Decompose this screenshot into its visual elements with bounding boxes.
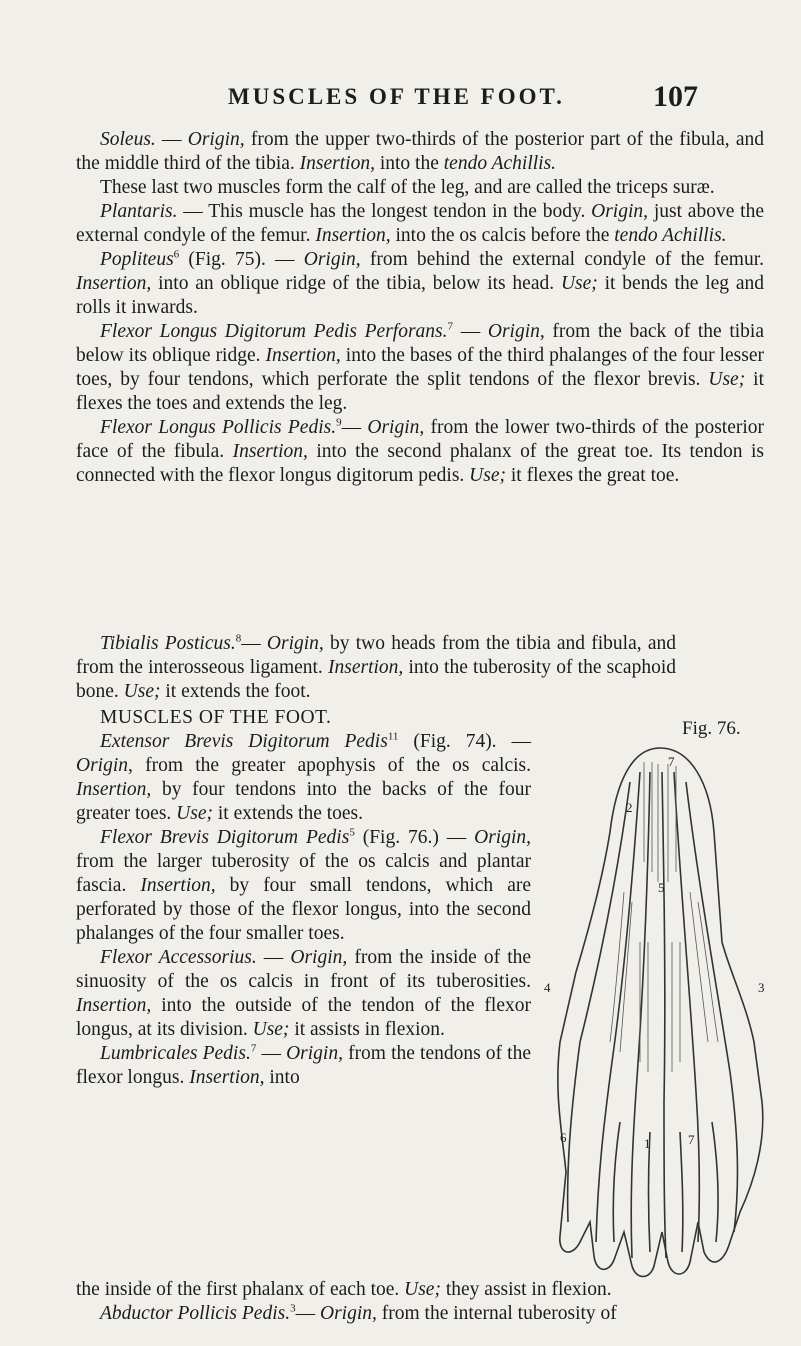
paragraph-triceps: These last two muscles form the calf of the leg, and are called the triceps suræ.	[100, 177, 715, 198]
muscles-of-foot-section	[76, 706, 531, 1090]
insertion-label: Insertion,	[315, 225, 391, 246]
origin-label: Origin,	[286, 1043, 343, 1064]
plantar-foot-illustration	[540, 742, 780, 1282]
insertion-label: Insertion,	[232, 441, 308, 462]
muscle-name: Plantaris.	[100, 201, 178, 222]
insertion-label: Insertion,	[76, 995, 152, 1016]
insertion-label: Insertion,	[328, 657, 404, 678]
paragraph-flexor-longus-digitorum: Flexor Longus Digitorum Pedis Perforans.$^7$ — Origin, from the back of the tibia below its oblique ridge. Insertion, into the bases of the third phalanges of the four lesser toes, by four tendons, which perforate the split tendons of the flexor brevis. Use; it flexes the toes and extends the leg.	[76, 320, 765, 414]
insertion-label: Insertion,	[76, 779, 152, 800]
use-label: Use;	[252, 1019, 290, 1040]
figure-number: 7	[688, 1132, 695, 1147]
figure-number: 2	[626, 800, 633, 815]
figure-number: 5	[658, 880, 665, 895]
use-label: Use;	[404, 1279, 441, 1300]
origin-label: Origin,	[474, 827, 531, 848]
insertion-label: Insertion,	[299, 153, 375, 174]
origin-label: Origin,	[303, 249, 361, 270]
figure-label: Fig. 76.	[682, 718, 741, 739]
origin-label: Origin,	[187, 129, 245, 150]
muscle-name: Flexor Brevis Digitorum Pedis	[100, 827, 350, 848]
running-head: MUSCLES OF THE FOOT.	[228, 84, 565, 109]
tibialis-block	[76, 632, 676, 704]
page-number: 107	[653, 80, 698, 113]
figure-number: 1	[644, 1136, 651, 1151]
lumbricales-continuation: the inside of the first phalanx of each toe. Use; they assist in flexion.	[76, 1279, 612, 1300]
muscle-name: Flexor Longus Pollicis Pedis.	[100, 417, 337, 438]
use-label: Use;	[123, 681, 161, 702]
section-heading: MUSCLES OF THE FOOT.	[100, 707, 332, 728]
page-header	[0, 80, 801, 120]
use-label: Use;	[469, 465, 506, 486]
origin-label: Origin,	[76, 755, 133, 776]
use-label: Use;	[708, 369, 746, 390]
paragraph-flexor-accessorius: Flexor Accessorius. — Origin, from the inside of the sinuosity of the os calcis in front of its tuberosities. Insertion, into the outside of the tendon of the flexor longus, at its division. Use; it assists in flexion.	[76, 947, 532, 1040]
insertion-label: Insertion,	[189, 1067, 265, 1088]
paragraph-lumbricales: Lumbricales Pedis.$^7$ — Origin, from the tendons of the flexor longus. Insertion, into	[76, 1042, 531, 1088]
origin-label: Origin,	[591, 201, 649, 222]
paragraph-popliteus: Popliteus$^6$ (Fig. 75). — Origin, from behind the external condyle of the femur. Insertion, into an oblique ridge of the tibia, below its head. Use; it bends the leg and rolls it inwards.	[76, 248, 764, 318]
origin-label: Origin,	[290, 947, 348, 968]
muscle-name: Soleus.	[100, 129, 156, 150]
insertion-label: Insertion,	[265, 345, 341, 366]
paragraph-tibialis-posticus: Tibialis Posticus.$^8$— Origin, by two heads from the tibia and fibula, and from the interosseous ligament. Insertion, into the tuberosity of the scaphoid bone. Use; it extends the foot.	[76, 632, 676, 702]
origin-label: Origin,	[367, 417, 425, 438]
origin-label: Origin,	[319, 1303, 377, 1324]
origin-label: Origin,	[266, 633, 324, 654]
paragraph-soleus: Soleus. — Origin, from the upper two-thirds of the posterior part of the fibula, and the middle third of the tibia. Insertion, into the tendo Achillis.	[76, 129, 764, 174]
paragraph-plantaris: Plantaris. — This muscle has the longest tendon in the body. Origin, just above the external condyle of the femur. Insertion, into the os calcis before the tendo Achillis.	[76, 201, 764, 246]
bottom-text	[76, 1278, 764, 1326]
muscle-name: Lumbricales Pedis.	[100, 1043, 251, 1064]
paragraph-extensor-brevis: Extensor Brevis Digitorum Pedis$^{11}$ (Fig. 74). — Origin, from the greater apophysis of the os calcis. Insertion, by four tendons into the backs of the four greater toes. Use; it extends the toes.	[76, 730, 532, 824]
paragraph-flexor-longus-pollicis: Flexor Longus Pollicis Pedis.$^9$— Origin, from the lower two-thirds of the posterior face of the fibula. Insertion, into the second phalanx of the great toe. Its tendon is connected with the flexor longus digitorum pedis. Use; it flexes the great toe.	[76, 416, 765, 486]
figure-number: 7	[668, 754, 675, 769]
muscle-name: Extensor Brevis Digitorum Pedis	[100, 731, 388, 752]
main-text	[76, 128, 764, 488]
muscle-name: Tibialis Posticus.	[100, 633, 236, 654]
paragraph-abductor-pollicis: Abductor Pollicis Pedis.$^3$— Origin, from the internal tuberosity of	[100, 1302, 617, 1324]
figure-number: 6	[560, 1130, 567, 1145]
insertion-label: Insertion,	[76, 273, 152, 294]
figure-foot-muscles	[540, 742, 780, 1282]
muscle-name: Flexor Accessorius.	[100, 947, 257, 968]
muscle-name: Abductor Pollicis Pedis.	[100, 1303, 291, 1324]
figure-number: 4	[544, 980, 551, 995]
foot-outline	[558, 748, 763, 1277]
use-label: Use;	[176, 803, 213, 824]
muscle-name: Popliteus	[100, 249, 174, 270]
origin-label: Origin,	[487, 321, 545, 342]
figure-number: 3	[758, 980, 765, 995]
use-label: Use;	[560, 273, 598, 294]
muscle-name: Flexor Longus Digitorum Pedis Perforans.	[100, 321, 448, 342]
insertion-label: Insertion,	[140, 875, 216, 896]
paragraph-flexor-brevis: Flexor Brevis Digitorum Pedis$^5$ (Fig. 76.) — Origin, from the larger tuberosity of the os calcis and plantar fascia. Insertion, by four small tendons, which are perforated by those of the flexor longus, into the second phalanges of the four smaller toes.	[76, 826, 531, 944]
